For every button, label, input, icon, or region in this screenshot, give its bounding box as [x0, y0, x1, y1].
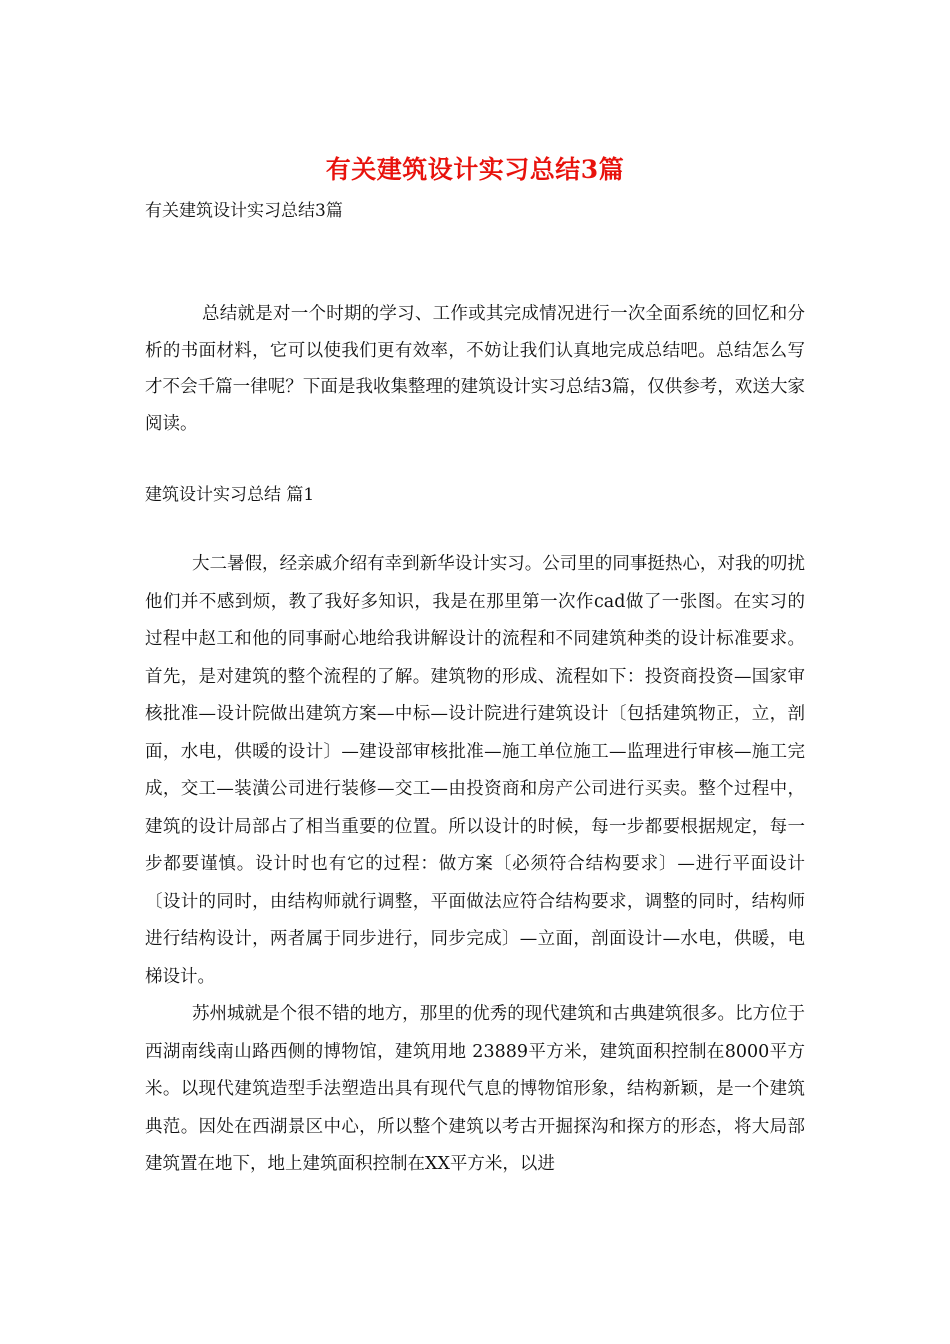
document-title: 有关建筑设计实习总结3篇	[325, 155, 625, 184]
section-heading: 建筑设计实习总结 篇1	[145, 485, 315, 505]
body-paragraph-2: 苏州城就是个很不错的地方，那里的优秀的现代建筑和古典建筑很多。比方位于西湖南线南山路西侧的博物馆，建筑用地 23889平方米，建筑面积控制在8000平方米。以现代建筑造型手法塑造出具有现代气息的博物馆形象，结构新颖，是一个建筑典范。因处在西湖景区中心，所以整个建筑以考古开掘探沟和探方的形态，将大局部建筑置在地下，地上建筑面积控制在XX平方米，以进	[145, 1004, 805, 1174]
body-text	[145, 546, 805, 1184]
document-subtitle: 有关建筑设计实习总结3篇	[145, 201, 343, 221]
body-paragraph-1: 大二暑假，经亲戚介绍有幸到新华设计实习。公司里的同事挺热心，对我的叨扰他们并不感到烦，教了我好多知识，我是在那里第一次作cad做了一张图。在实习的过程中赵工和他的同事耐心地给我讲解设计的流程和不同建筑种类的设计标准要求。首先，是对建筑的整个流程的了解。建筑物的形成、流程如下：投资商投资—国家审核批准—设计院做出建筑方案—中标—设计院进行建筑设计〔包括建筑物正，立，剖面，水电，供暖的设计〕—建设部审核批准—施工单位施工—监理进行审核—施工完成，交工—装潢公司进行装修—交工—由投资商和房产公司进行买卖。整个过程中，建筑的设计局部占了相当重要的位置。所以设计的时候，每一步都要根据规定，每一步都要谨慎。设计时也有它的过程：做方案〔必须符合结构要求〕—进行平面设计〔设计的同时，由结构师就行调整，平面做法应符合结构要求，调整的同时，结构师进行结构设计，两者属于同步进行，同步完成〕—立面，剖面设计—水电，供暖，电梯设计。	[145, 554, 805, 987]
intro-paragraph: 总结就是对一个时期的学习、工作或其完成情况进行一次全面系统的回忆和分析的书面材料，它可以使我们更有效率，不妨让我们认真地完成总结吧。总结怎么写才不会千篇一律呢？下面是我收集整理的建筑设计实习总结3篇，仅供参考，欢送大家阅读。	[145, 304, 805, 434]
